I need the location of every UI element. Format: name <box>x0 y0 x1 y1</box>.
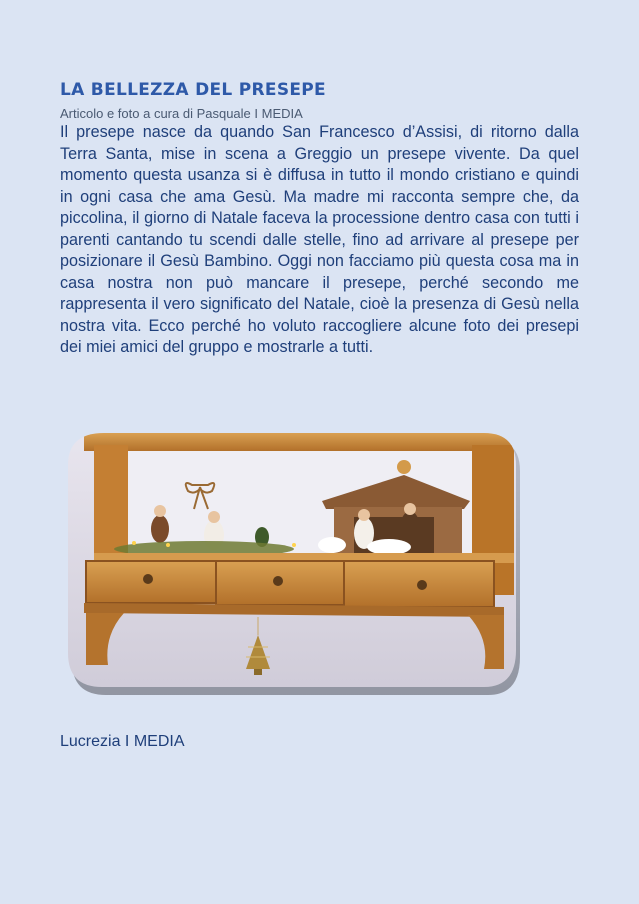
article-body: Il presepe nasce da quando San Francesco d’Assisi, di ritorno dalla Terra Santa, mise in scena a Greggio un presepe vivente. Da quel momento questa usanza si è diffusa in tutto il mondo cristiano e quindi in ogni casa che ama Gesù. Ma madre mi racconta sempre che, da piccolina, il giorno di Natale faceva la processione dentro casa con tutti i parenti cantando tu scendi dalle stelle, fino ad arrivare al presepe per posizionare il Gesù Bambino. Oggi non facciamo più questa cosa ma in casa nostra non può mancare il presepe, perché secondo me rappresenta il vero significato del Natale, cioè la presenza di Gesù nella nostra vita. Ecco perché ho voluto raccogliere alcune foto dei presepi dei miei amici del gruppo e mostrarle a tutti. <box>60 123 579 356</box>
nativity-photo <box>64 425 522 697</box>
article-title: LA BELLEZZA DEL PRESEPE <box>60 80 326 100</box>
article-signature: Lucrezia I MEDIA <box>60 733 185 750</box>
article-byline: Articolo e foto a cura di Pasquale I MEDIA <box>60 106 303 121</box>
nativity-shelf-illustration <box>64 425 522 697</box>
